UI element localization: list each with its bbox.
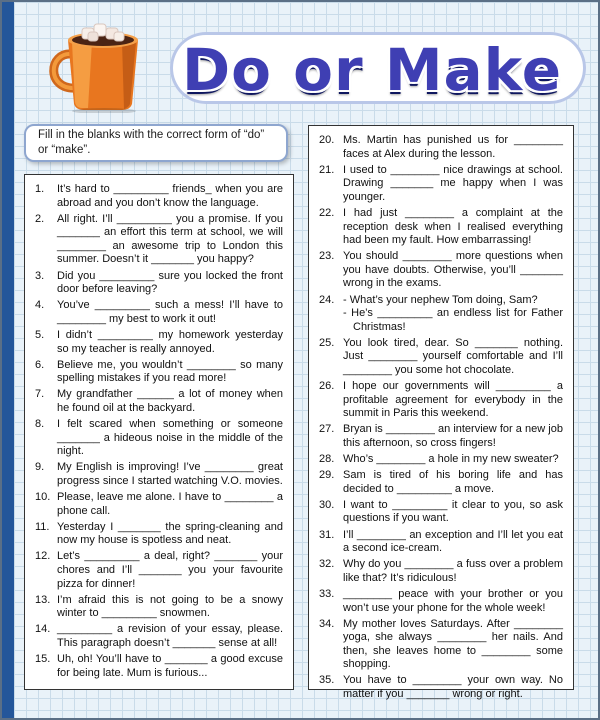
question-text: I’m afraid this is not going to be a snowy winter to _________ snowmen. <box>57 593 283 620</box>
left-question-column <box>24 174 294 690</box>
question-text <box>343 294 563 335</box>
question-number: 20. <box>319 134 335 146</box>
question-number: 11. <box>35 520 50 533</box>
question-number: 30. <box>319 498 335 511</box>
question-number: 23. <box>319 250 335 263</box>
question-item <box>319 164 563 205</box>
question-number: 9. <box>35 461 45 474</box>
question-item <box>319 618 563 672</box>
question-text: My grandfather ______ a lot of money when he found oil at the backyard. <box>57 388 283 414</box>
question-item <box>35 213 283 267</box>
question-text: Did you _________ sure you locked the front door before leaving? <box>57 269 283 296</box>
question-number: 34. <box>319 617 335 630</box>
question-item <box>35 388 283 415</box>
question-item <box>35 270 283 297</box>
question-number: 3. <box>35 269 45 282</box>
question-item <box>319 207 563 248</box>
question-item <box>319 529 563 556</box>
hot-chocolate-mug-icon <box>42 18 152 113</box>
question-item <box>319 674 563 701</box>
question-text: Why do you ________ a fuss over a problem like that? It’s ridiculous! <box>343 558 563 584</box>
question-number: 1. <box>35 183 45 195</box>
question-text: Please, leave me alone. I have to ________ a phone call. <box>57 490 283 517</box>
question-number: 25. <box>319 336 335 349</box>
question-item <box>319 134 563 161</box>
question-number: 6. <box>35 358 45 371</box>
question-item <box>319 469 563 496</box>
question-item <box>35 329 283 356</box>
question-number: 33. <box>319 587 335 600</box>
question-item <box>319 380 563 421</box>
question-text: _________ a revision of your essay, please. This paragraph doesn’t _______ sense at all! <box>57 623 283 649</box>
question-text: My English is improving! I’ve ________ great progress since I started watching V.O. movies. <box>57 461 283 487</box>
question-number: 27. <box>319 423 335 436</box>
question-number: 12. <box>35 550 51 563</box>
question-item <box>35 299 283 326</box>
question-item <box>35 418 283 459</box>
question-item <box>35 594 283 621</box>
question-text: Yesterday I _______ the spring-cleaning and now my house is spotless and neat. <box>57 520 283 547</box>
question-number: 24. <box>319 293 335 306</box>
question-text: You look tired, dear. So _______ nothing. Just ________ yourself comfortable and I’ll ________ you some hot chocolate. <box>343 336 563 376</box>
question-text: I’ll ________ an exception and I’ll let you eat a second ice-cream. <box>343 528 563 555</box>
question-item <box>35 491 283 518</box>
question-item <box>319 453 563 467</box>
question-number: 32. <box>319 558 335 571</box>
question-number: 15. <box>35 653 51 665</box>
question-number: 4. <box>35 299 45 312</box>
question-item <box>319 499 563 526</box>
question-number: 31. <box>319 528 335 541</box>
question-number: 10. <box>35 490 51 503</box>
question-number: 8. <box>35 418 45 430</box>
question-text: Bryan is ________ an interview for a new job this afternoon, so cross fingers! <box>343 423 563 449</box>
question-text: My mother loves Saturdays. After ________ yoga, she always ________ her nails. And then, she leaves home to ________ some shopping. <box>343 617 563 671</box>
question-number: 29. <box>319 469 335 482</box>
question-item <box>35 550 283 591</box>
question-number: 26. <box>319 380 335 393</box>
question-text: I felt scared when something or someone _______ a hideous noise in the middle of the night. <box>57 418 283 458</box>
question-item <box>319 423 563 450</box>
question-item <box>35 461 283 488</box>
question-text: All right. I’ll _________ you a promise. If you _______ an effort this term at school, we will ________ an awesome trip to London this summer. Doesn’t it _______ you happy? <box>57 212 283 266</box>
question-text: Uh, oh! You’ll have to _______ a good excuse for being late. Mum is furious... <box>57 653 283 679</box>
question-text: I hope our governments will _________ a profitable agreement for everybody in the summit in Paris this weekend. <box>343 380 563 420</box>
question-item <box>319 558 563 585</box>
question-text: Ms. Martin has punished us for ________ faces at Alex during the lesson. <box>343 134 563 160</box>
question-number: 2. <box>35 212 45 225</box>
question-text: Who’s ________ a hole in my new sweater? <box>343 453 559 466</box>
page-title: Do or Make <box>182 36 563 104</box>
dialogue-line: - He’s _________ an endless list for Father Christmas! <box>343 307 563 333</box>
question-text: I used to ________ nice drawings at school. Drawing _______ me happy when I was younger. <box>343 163 563 203</box>
question-text: I had just ________ a complaint at the reception desk when I realised everything had been my fault. How embarrassing! <box>343 206 563 247</box>
header <box>26 10 592 120</box>
question-number: 22. <box>319 206 335 219</box>
question-number: 7. <box>35 388 45 401</box>
question-text: You have to ________ your own way. No matter if you _______ wrong or right. <box>343 674 563 701</box>
question-number: 21. <box>319 163 335 176</box>
question-item <box>35 521 283 548</box>
question-text: You should ________ more questions when you have doubts. Otherwise, you’ll _______ wrong in the exams. <box>343 250 563 290</box>
question-item <box>319 294 563 335</box>
right-question-column <box>308 125 574 701</box>
question-item <box>319 250 563 291</box>
question-text: Sam is tired of his boring life and has decided to _________ a move. <box>343 469 563 495</box>
question-text: You’ve _________ such a mess! I’ll have to ________ my best to work it out! <box>57 299 283 325</box>
question-number: 13. <box>35 593 51 606</box>
question-item <box>35 183 283 210</box>
question-text: Let’s _________ a deal, right? _______ your chores and I’ll _______ you your favourite pizza for dinner! <box>57 550 283 590</box>
question-item <box>319 337 563 378</box>
question-number: 14. <box>35 623 51 636</box>
question-number: 35. <box>319 674 335 687</box>
question-number: 28. <box>319 453 335 466</box>
dialogue-line: - What’s your nephew Tom doing, Sam? <box>343 293 538 306</box>
question-item <box>35 653 283 680</box>
question-item <box>35 359 283 386</box>
question-number: 5. <box>35 328 45 341</box>
instruction-box: Fill in the blanks with the correct form of “do” or “make”. <box>24 124 288 162</box>
question-item <box>35 623 283 650</box>
question-text: It’s hard to _________ friends_ when you are abroad and you don’t know the language. <box>57 183 283 209</box>
question-text: I didn’t _________ my homework yesterday so my teacher is really annoyed. <box>57 328 283 355</box>
side-stripe <box>2 2 14 718</box>
question-text: Believe me, you wouldn’t ________ so many spelling mistakes if you read more! <box>57 358 283 385</box>
question-text: I want to _________ it clear to you, so ask questions if you want. <box>343 498 563 525</box>
question-item <box>319 588 563 615</box>
question-text: ________ peace with your brother or you won’t use your phone for the whole week! <box>343 587 563 614</box>
